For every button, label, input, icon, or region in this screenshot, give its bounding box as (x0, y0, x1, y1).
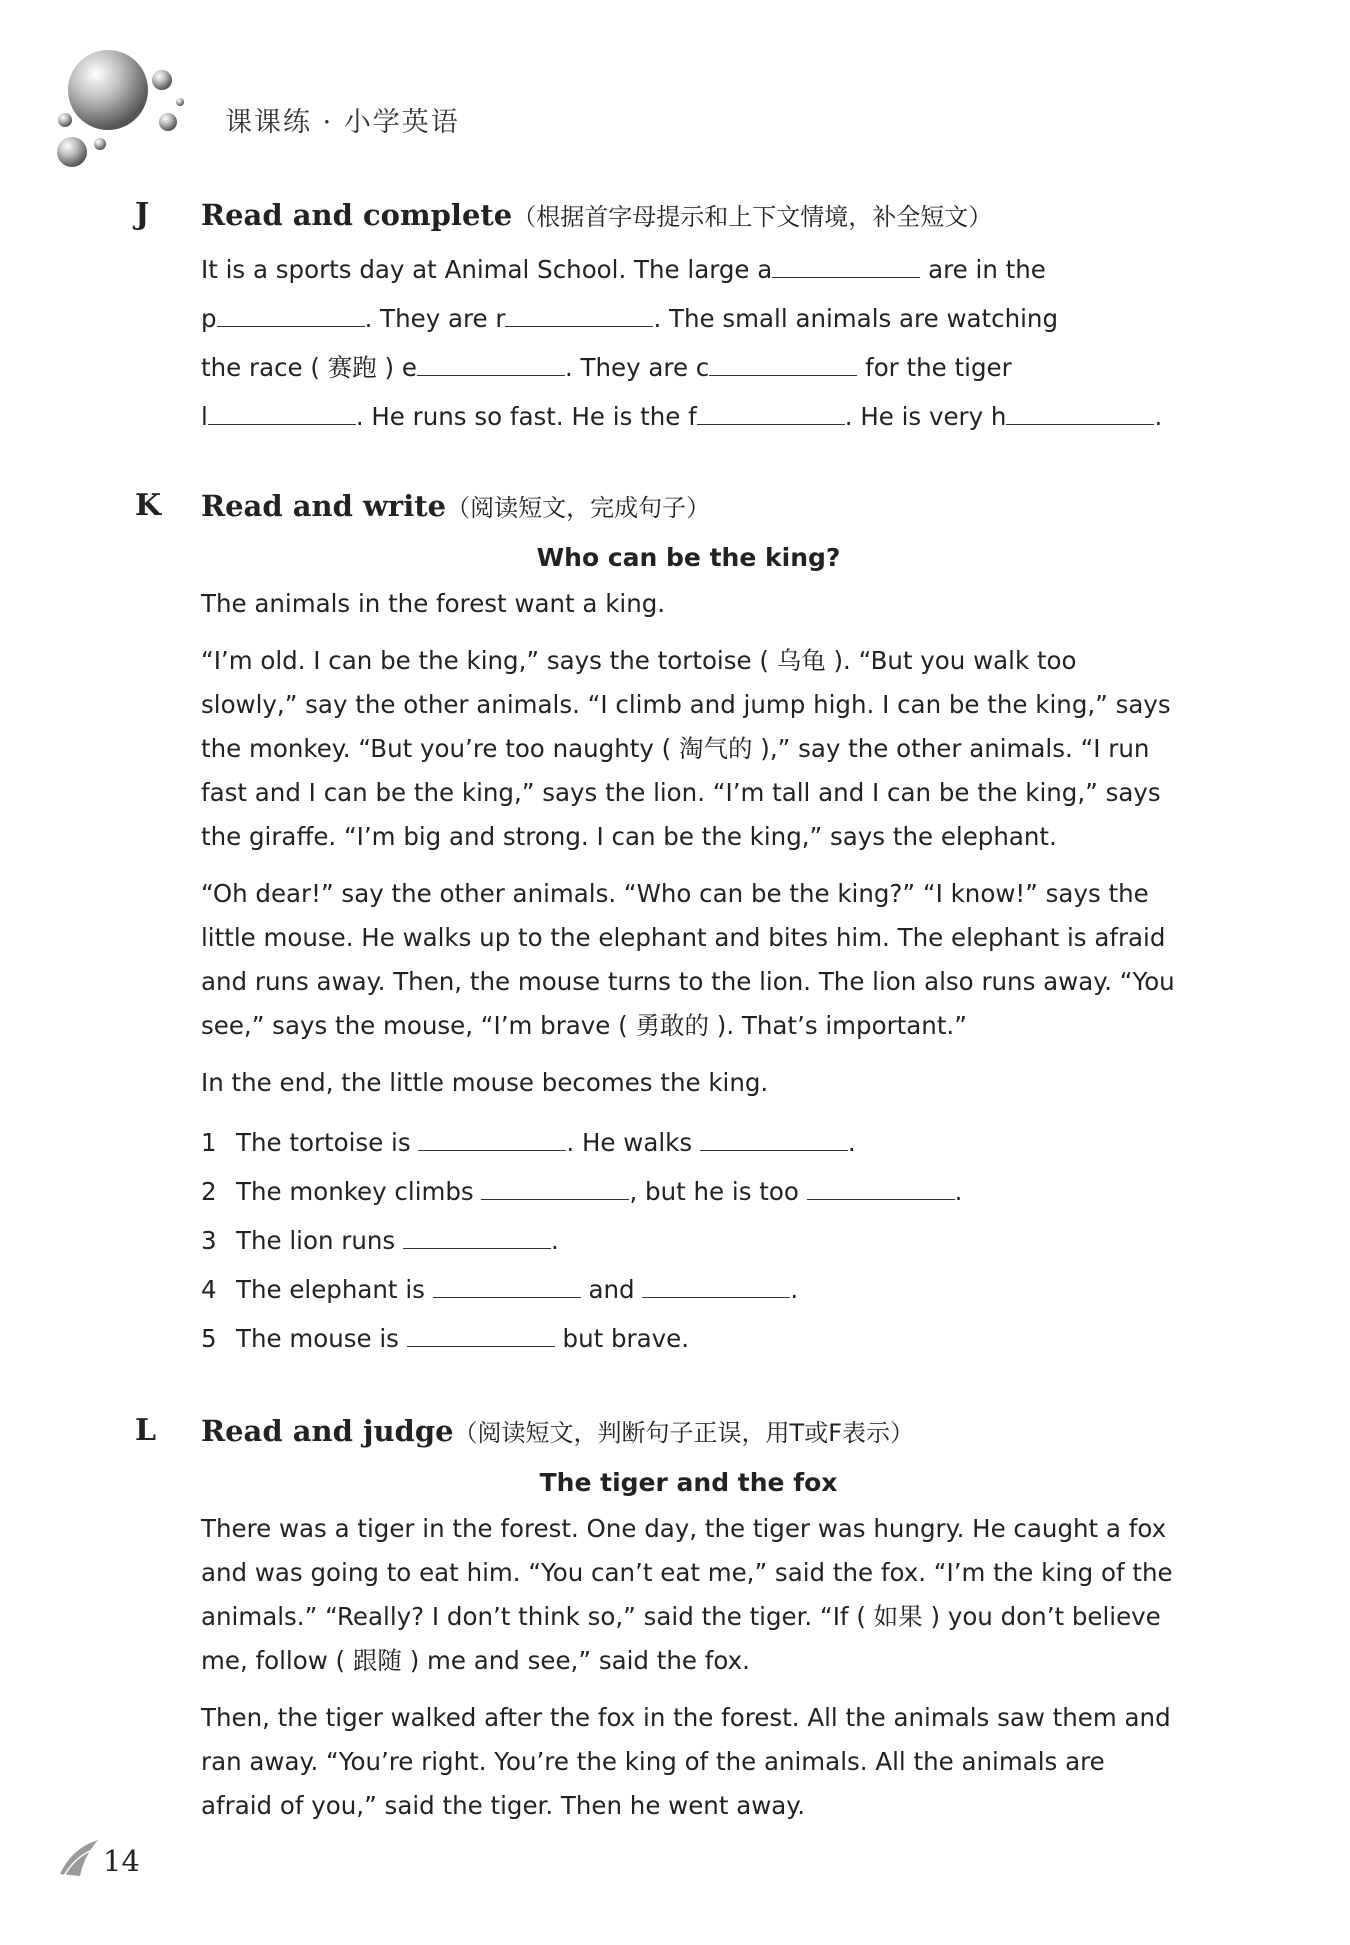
section-heading (201, 197, 992, 232)
cloze-text: . They are r (364, 304, 506, 333)
question-item (201, 1216, 1176, 1265)
cloze-text: for the tiger (857, 353, 1012, 382)
cloze-text: . They are c (564, 353, 710, 382)
question-text: . (954, 1177, 963, 1206)
answer-blank[interactable] (481, 1177, 629, 1200)
cloze-line (201, 294, 1162, 343)
cloze-text: . The small animals are watching (653, 304, 1058, 333)
question-text: The lion runs (236, 1226, 403, 1255)
reading-passage (201, 1461, 1176, 1841)
section-letter: J (135, 197, 150, 232)
answer-blank[interactable] (642, 1275, 790, 1298)
question-text: . (790, 1275, 799, 1304)
question-number: 2 (201, 1177, 217, 1206)
cloze-text: It is a sports day at Animal School. The large a (201, 255, 773, 284)
cloze-text: p (201, 304, 217, 333)
section-title: Read and judge (201, 1414, 454, 1448)
section-letter: K (135, 488, 162, 523)
section-letter: L (135, 1413, 157, 1448)
question-number: 3 (201, 1226, 217, 1255)
question-text: The tortoise is (236, 1128, 419, 1157)
answer-blank[interactable] (807, 1177, 955, 1200)
answer-blank[interactable] (1006, 402, 1154, 425)
section-instruction: （根据首字母提示和上下文情境，补全短文） (512, 203, 993, 231)
paragraph: The animals in the forest want a king. (201, 589, 666, 618)
question-text: , but he is too (629, 1177, 807, 1206)
answer-blank[interactable] (697, 402, 845, 425)
header-title: 课课练 · 小学英语 (225, 107, 460, 138)
answer-blank[interactable] (418, 1128, 566, 1151)
answer-blank[interactable] (208, 402, 356, 425)
question-number: 1 (201, 1128, 217, 1157)
question-item (201, 1167, 1176, 1216)
answer-blank[interactable] (700, 1128, 848, 1151)
answer-blank[interactable] (403, 1226, 551, 1249)
cloze-line (201, 343, 1162, 392)
reading-passage (201, 536, 1176, 1363)
question-list (201, 1118, 1176, 1363)
question-text: The elephant is (236, 1275, 433, 1304)
answer-blank[interactable] (505, 304, 653, 327)
story-title: Who can be the king? (536, 543, 841, 572)
question-item (201, 1314, 1176, 1363)
answer-blank[interactable] (433, 1275, 581, 1298)
cloze-text: . He runs so fast. He is the f (355, 402, 697, 431)
question-text: and (580, 1275, 643, 1304)
section-heading (201, 1413, 914, 1448)
section-instruction: （阅读短文，完成句子） (446, 494, 711, 522)
bubbles-decoration-icon (40, 40, 190, 180)
section-title: Read and write (201, 489, 447, 523)
cloze-text: . He is very h (844, 402, 1007, 431)
cloze-line (201, 245, 1162, 294)
story-title: The tiger and the fox (539, 1468, 838, 1497)
question-number: 4 (201, 1275, 217, 1304)
answer-blank[interactable] (772, 255, 920, 278)
section-heading (201, 488, 710, 523)
answer-blank[interactable] (407, 1324, 555, 1347)
question-text: . (847, 1128, 856, 1157)
question-number: 5 (201, 1324, 217, 1353)
question-text: The mouse is (236, 1324, 407, 1353)
leaf-decoration-icon (58, 1838, 102, 1878)
question-text: . (550, 1226, 559, 1255)
answer-blank[interactable] (709, 353, 857, 376)
cloze-text: are in the (920, 255, 1046, 284)
answer-blank[interactable] (217, 304, 365, 327)
question-text: The monkey climbs (236, 1177, 482, 1206)
cloze-text: l (201, 402, 208, 431)
paragraph: In the end, the little mouse becomes the king. (201, 1068, 769, 1097)
question-text: . He walks (566, 1128, 700, 1157)
answer-blank[interactable] (417, 353, 565, 376)
question-text: but brave. (554, 1324, 689, 1353)
cloze-passage (201, 245, 1162, 441)
cloze-line (201, 392, 1162, 441)
cloze-text: the race ( 赛跑 ) e (201, 353, 417, 382)
paragraph: Then, the tiger walked after the fox in the forest. All the animals saw them and ran away. “You’re right. You’re the king of the animals. All the animals are afraid of you,” said the tiger. Then he went away. (201, 1703, 1171, 1820)
section-instruction: （阅读短文，判断句子正误，用T或F表示） (453, 1419, 915, 1447)
page-number: 14 (103, 1844, 140, 1878)
question-item (201, 1265, 1176, 1314)
cloze-text: . (1154, 402, 1163, 431)
section-title: Read and complete (201, 198, 513, 232)
paragraph: There was a tiger in the forest. One day, the tiger was hungry. He caught a fox and was going to eat him. “You can’t eat me,” said the fox. “I’m the king of the animals.” “Really? I don’t think so,” said the tiger. “If ( 如果 ) you don’t believe me, follow ( 跟随 ) me and see,” said the fox. (201, 1514, 1173, 1675)
question-item (201, 1118, 1176, 1167)
paragraph: “Oh dear!” say the other animals. “Who can be the king?” “I know!” says the little mouse. He walks up to the elephant and bites him. The elephant is afraid and runs away. Then, the mouse turns to the lion. The lion also runs away. “You see,” says the mouse, “I’m brave ( 勇敢的 ). That’s important.” (201, 879, 1175, 1040)
paragraph: “I’m old. I can be the king,” says the tortoise ( 乌龟 ). “But you walk too slowly,” say the other animals. “I climb and jump high. I can be the king,” says the monkey. “But you’re too naughty ( 淘气的 ),” say the other animals. “I run fast and I can be the king,” says the lion. “I’m tall and I can be the king,” says the giraffe. “I’m big and strong. I can be the king,” says the elephant. (201, 646, 1171, 851)
